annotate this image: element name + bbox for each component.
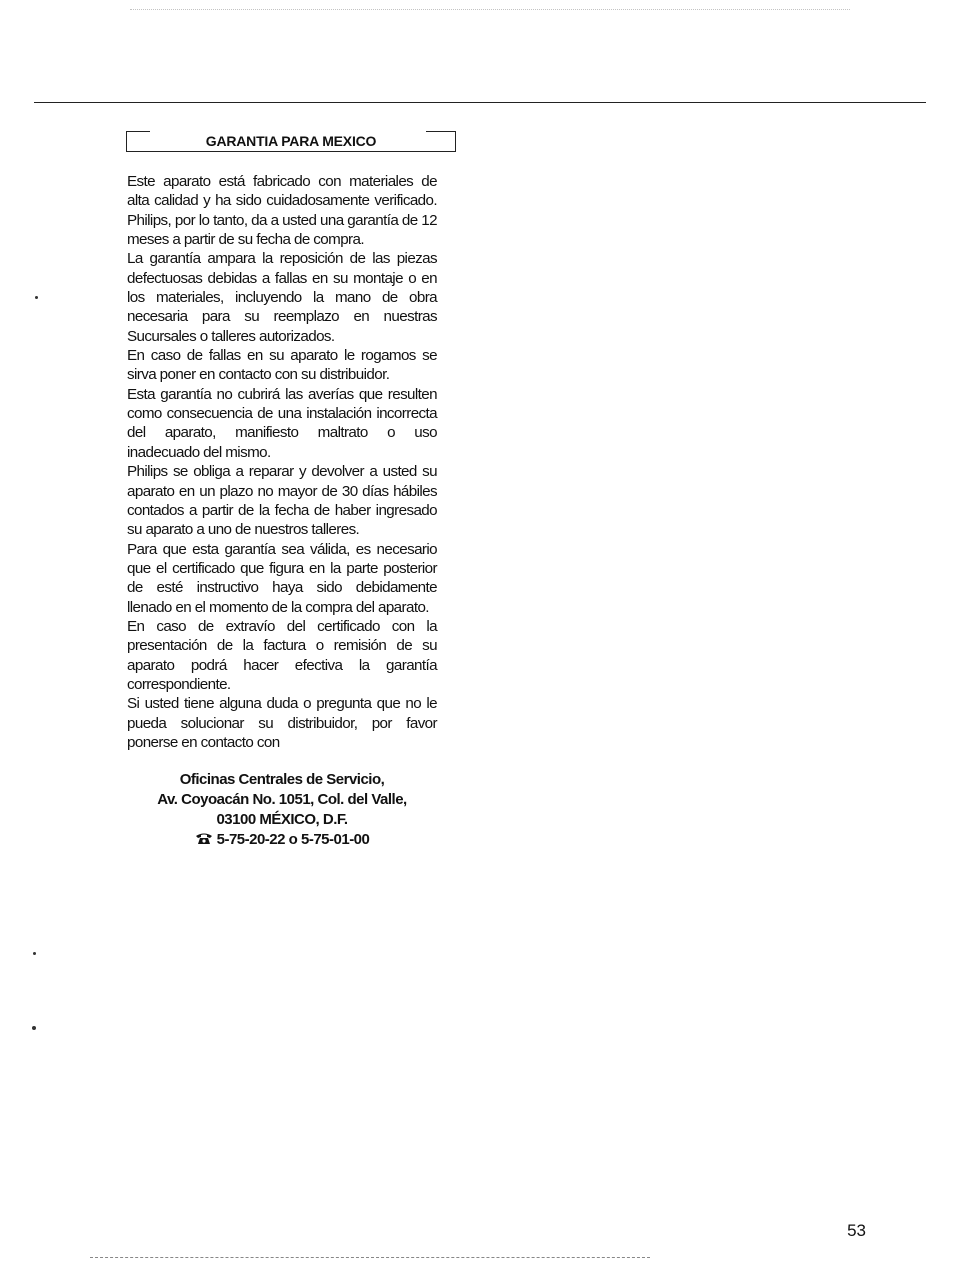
address-line-street: Av. Coyoacán No. 1051, Col. del Valle, <box>157 791 407 808</box>
body-line: Sucursales o talleres autorizados. <box>127 327 335 345</box>
body-line: Philips, por lo tanto, da a usted una garantía de 12 <box>127 211 437 229</box>
phone-numbers: 5-75-20-22 o 5-75-01-00 <box>216 831 370 848</box>
body-line: Este aparato está fabricado con materiales de <box>127 173 437 190</box>
scan-speck <box>33 952 36 955</box>
body-line: En caso de extravío del certificado con la <box>127 617 437 635</box>
section-heading-box <box>126 131 456 152</box>
body-line: correspondiente. <box>127 675 231 693</box>
warranty-body-text <box>127 172 437 752</box>
address-line-phone <box>127 830 437 850</box>
scan-speck <box>35 296 38 299</box>
service-address-block <box>127 770 437 850</box>
body-line: Si usted tiene alguna duda o pregunta que no le <box>127 695 437 713</box>
section-title: GARANTIA PARA MEXICO <box>205 133 377 149</box>
body-line: de esté instructivo haya sido debidamente <box>127 579 437 597</box>
body-line: contados a partir de la fecha de haber ingresado <box>127 501 437 519</box>
scan-edge-line <box>90 1257 650 1258</box>
body-line: meses a partir de su fecha de compra. <box>127 231 364 249</box>
body-line: necesaria para su reemplazo en nuestras <box>127 308 437 326</box>
body-line: Philips se obliga a reparar y devolver a usted su <box>127 463 437 481</box>
body-line: que el certificado que figura en la parte posterior <box>127 559 437 577</box>
body-line: La garantía ampara la reposición de las piezas <box>127 250 437 268</box>
body-line: Para que esta garantía sea válida, es necesario <box>127 540 437 558</box>
body-line: llenado en el momento de la compra del aparato. <box>127 598 429 616</box>
body-line: como consecuencia de una instalación incorrecta <box>127 405 437 423</box>
telephone-icon <box>195 832 213 845</box>
body-line: su aparato a uno de nuestros talleres. <box>127 521 360 539</box>
body-line: los materiales, incluyendo la mano de obra <box>127 289 437 307</box>
body-line: sirva poner en contacto con su distribuidor. <box>127 366 390 384</box>
body-line: En caso de fallas en su aparato le rogamos se <box>127 347 437 365</box>
page-number: 53 <box>847 1221 866 1240</box>
body-line: inadecuado del mismo. <box>127 443 271 461</box>
header-rule <box>34 102 926 103</box>
body-line: aparato podrá hacer efectiva la garantía <box>127 656 437 674</box>
body-line: ponerse en contacto con <box>127 733 280 751</box>
body-line: aparato en un plazo no mayor de 30 días hábiles <box>127 482 437 500</box>
body-line: defectuosas debidas a fallas en su montaje o en <box>127 269 437 287</box>
body-line: presentación de la factura o remisión de su <box>127 637 437 655</box>
body-line: del aparato, manifiesto maltrato o uso <box>127 424 437 442</box>
body-line: pueda solucionar su distribuidor, por favor <box>127 714 437 732</box>
address-line-office: Oficinas Centrales de Servicio, <box>179 771 385 788</box>
body-line: Esta garantía no cubrirá las averías que resulten <box>127 385 437 403</box>
scan-speck <box>32 1026 36 1030</box>
body-line: alta calidad y ha sido cuidadosamente verificado. <box>127 192 437 210</box>
address-line-city: 03100 MÉXICO, D.F. <box>216 811 348 828</box>
scan-edge-line <box>130 9 850 10</box>
